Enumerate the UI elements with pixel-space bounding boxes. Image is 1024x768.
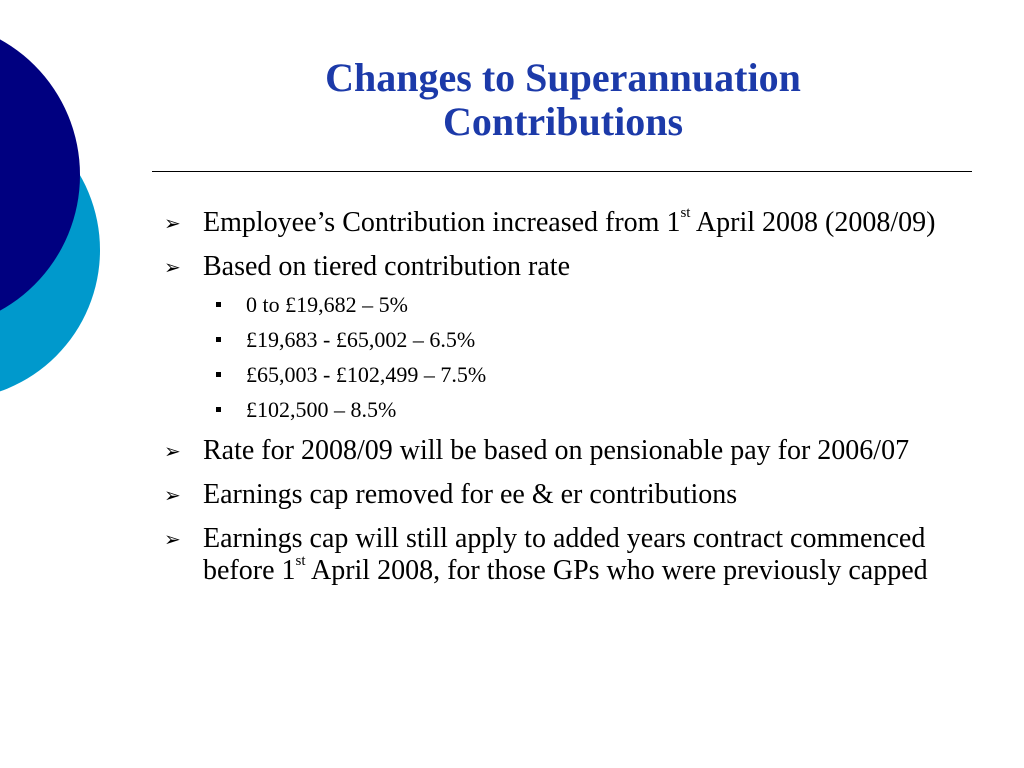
arrowhead-bullet-icon: ➢ xyxy=(164,483,181,507)
tier-text: £65,003 - £102,499 – 7.5% xyxy=(246,362,487,387)
bullet-earnings-cap-added-years xyxy=(158,523,978,587)
bullet-text: Based on tiered contribution rate xyxy=(203,251,570,282)
bullet-text: April 2008 (2008/09) xyxy=(690,207,936,238)
bullet-text: Earnings cap will still apply to added years contract commenced before 1 xyxy=(203,523,926,586)
slide-title xyxy=(150,56,976,144)
bullet-employee-contribution xyxy=(158,204,978,239)
arrowhead-bullet-icon: ➢ xyxy=(164,255,181,279)
title-divider xyxy=(152,171,972,172)
tier-item xyxy=(158,291,978,318)
ordinal-suffix: st xyxy=(295,552,306,569)
arrowhead-bullet-icon: ➢ xyxy=(164,211,181,235)
slide-title-line-1: Changes to Superannuation xyxy=(325,55,801,100)
square-bullet-icon xyxy=(216,407,221,412)
square-bullet-icon xyxy=(216,337,221,342)
tier-text: £102,500 – 8.5% xyxy=(246,397,397,422)
bullet-earnings-cap-removed xyxy=(158,479,978,511)
bullet-text: Rate for 2008/09 will be based on pensionable pay for 2006/07 xyxy=(203,435,910,466)
bullet-text: April 2008, for those GPs who were previously capped xyxy=(305,555,928,586)
bullet-text: Earnings cap removed for ee & er contributions xyxy=(203,479,738,510)
tier-item xyxy=(158,361,978,388)
slide-title-line-2: Contributions xyxy=(442,99,684,144)
tier-item xyxy=(158,326,978,353)
square-bullet-icon xyxy=(216,372,221,377)
arrowhead-bullet-icon: ➢ xyxy=(164,527,181,551)
bullet-tiered-rate xyxy=(158,251,978,283)
tier-text: £19,683 - £65,002 – 6.5% xyxy=(246,327,476,352)
ordinal-suffix: st xyxy=(680,204,691,221)
tier-text: 0 to £19,682 – 5% xyxy=(246,292,408,317)
arrowhead-bullet-icon: ➢ xyxy=(164,439,181,463)
tier-list xyxy=(158,291,978,423)
square-bullet-icon xyxy=(216,302,221,307)
tier-item xyxy=(158,396,978,423)
bullet-text: Employee’s Contribution increased from 1 xyxy=(203,207,681,238)
bullet-rate-basis xyxy=(158,435,978,467)
bullet-list xyxy=(158,204,978,599)
